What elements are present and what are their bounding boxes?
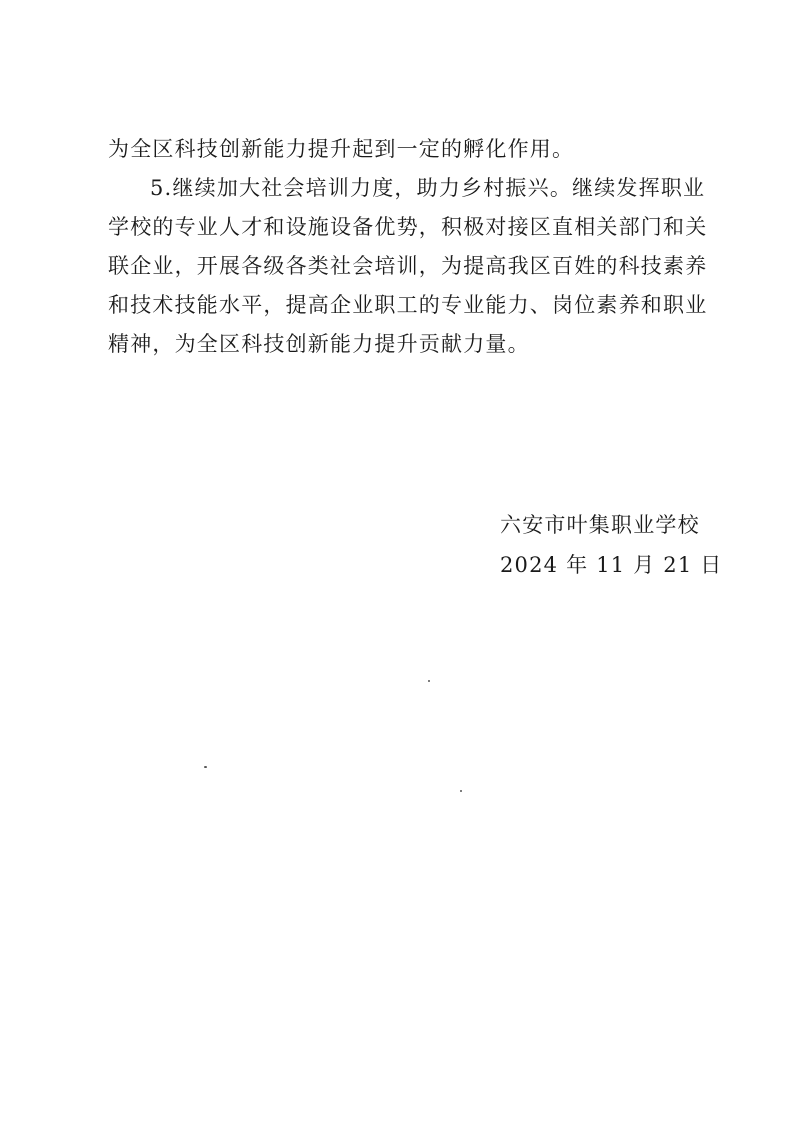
document-body (108, 130, 708, 364)
scan-speck (460, 790, 462, 792)
text-line: 为全区科技创新能力提升起到一定的孵化作用。 (108, 137, 575, 161)
text-line: 精神，为全区科技创新能力提升贡献力量。 (108, 332, 530, 356)
text-line: 学校的专业人才和设施设备优势，积极对接区直相关部门和关 (108, 215, 708, 239)
signature-block (500, 505, 760, 585)
text-line: 和技术技能水平，提高企业职工的专业能力、岗位素养和职业 (108, 293, 708, 317)
scan-speck (428, 680, 430, 682)
text-line: 5.继续加大社会培训力度，助力乡村振兴。继续发挥职业 (150, 176, 706, 200)
signature-date: 2024 年 11 月 21 日 (500, 553, 723, 577)
text-line: 联企业，开展各级各类社会培训，为提高我区百姓的科技素养 (108, 254, 708, 278)
scan-speck (204, 766, 207, 768)
signature-organization: 六安市叶集职业学校 (500, 513, 700, 537)
